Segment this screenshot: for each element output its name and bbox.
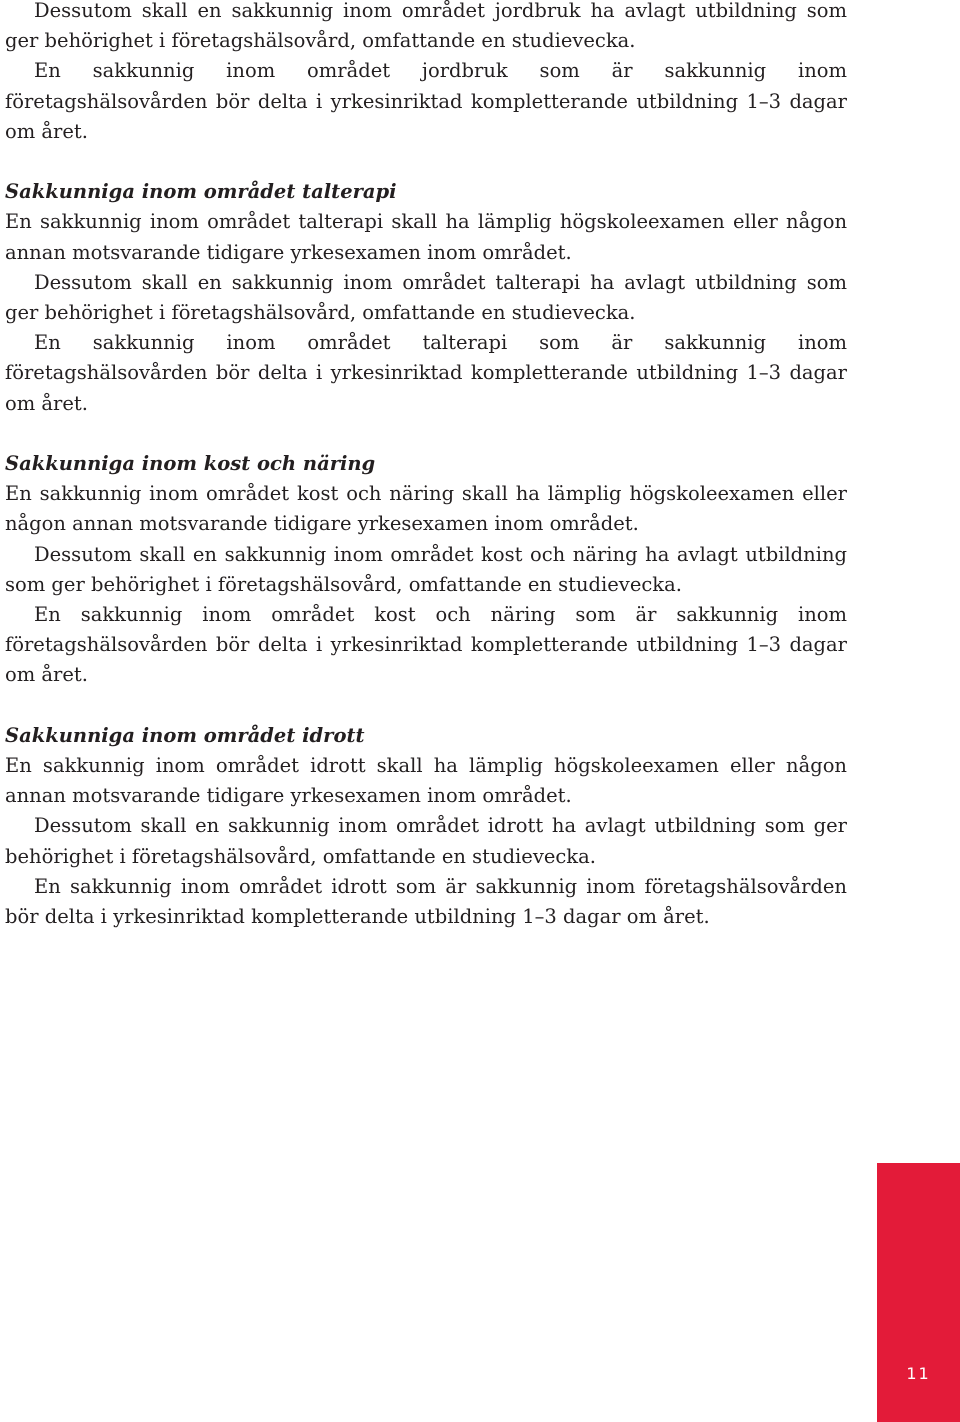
section-paragraph-2: Dessutom skall en sakkunnig inom området kost och näring ha avlagt utbildning som ger behörighet i företagshälsovård, omfattande en studievecka. [5,542,847,596]
section-paragraph-3: En sakkunnig inom området kost och näring som är sakkunnig inom företagshälsovården bör delta i yrkesinriktad kompletterande utbildning 1–3 dagar om året. [5,603,847,687]
section-talterapi [5,177,847,419]
section-heading: Sakkunniga inom kost och näring [5,452,376,476]
section-paragraph-3: En sakkunnig inom området talterapi som är sakkunnig inom företagshälsovården bör delta i yrkesinriktad kompletterande utbildning 1–3 dagar om året. [5,331,847,415]
page-number-tab [877,1163,960,1422]
section-kost-och-naring [5,449,847,691]
section-idrott [5,721,847,932]
page-number: 11 [906,1364,931,1383]
section-paragraph-2: Dessutom skall en sakkunnig inom området idrott ha avlagt utbildning som ger behörighet i företagshälsovård, omfattande en studievecka. [5,814,847,868]
section-heading: Sakkunniga inom området idrott [5,723,365,747]
intro-paragraph-2: En sakkunnig inom området jordbruk som är sakkunnig inom företagshälsovården bör delta i yrkesinriktad kompletterande utbildning 1–3 dagar om året. [5,59,847,143]
document-body [5,0,847,932]
section-paragraph-1: En sakkunnig inom området idrott skall ha lämplig högskoleexamen eller någon annan motsvarande tidigare yrkesexamen inom området. [5,754,847,808]
section-paragraph-3: En sakkunnig inom området idrott som är sakkunnig inom företagshälsovården bör delta i yrkesinriktad kompletterande utbildning 1–3 dagar om året. [5,874,847,929]
section-heading: Sakkunniga inom området talterapi [5,180,397,204]
intro-paragraph-1: Dessutom skall en sakkunnig inom området jordbruk ha avlagt utbildning som ger behörighet i företagshälsovård, omfattande en studievecka. [5,0,847,53]
section-paragraph-1: En sakkunnig inom området kost och näring skall ha lämplig högskoleexamen eller någon annan motsvarande tidigare yrkesexamen inom området. [5,482,847,536]
section-paragraph-1: En sakkunnig inom området talterapi skall ha lämplig högskoleexamen eller någon annan motsvarande tidigare yrkesexamen inom området. [5,210,847,264]
section-paragraph-2: Dessutom skall en sakkunnig inom området talterapi ha avlagt utbildning som ger behörighet i företagshälsovård, omfattande en studievecka. [5,270,847,325]
